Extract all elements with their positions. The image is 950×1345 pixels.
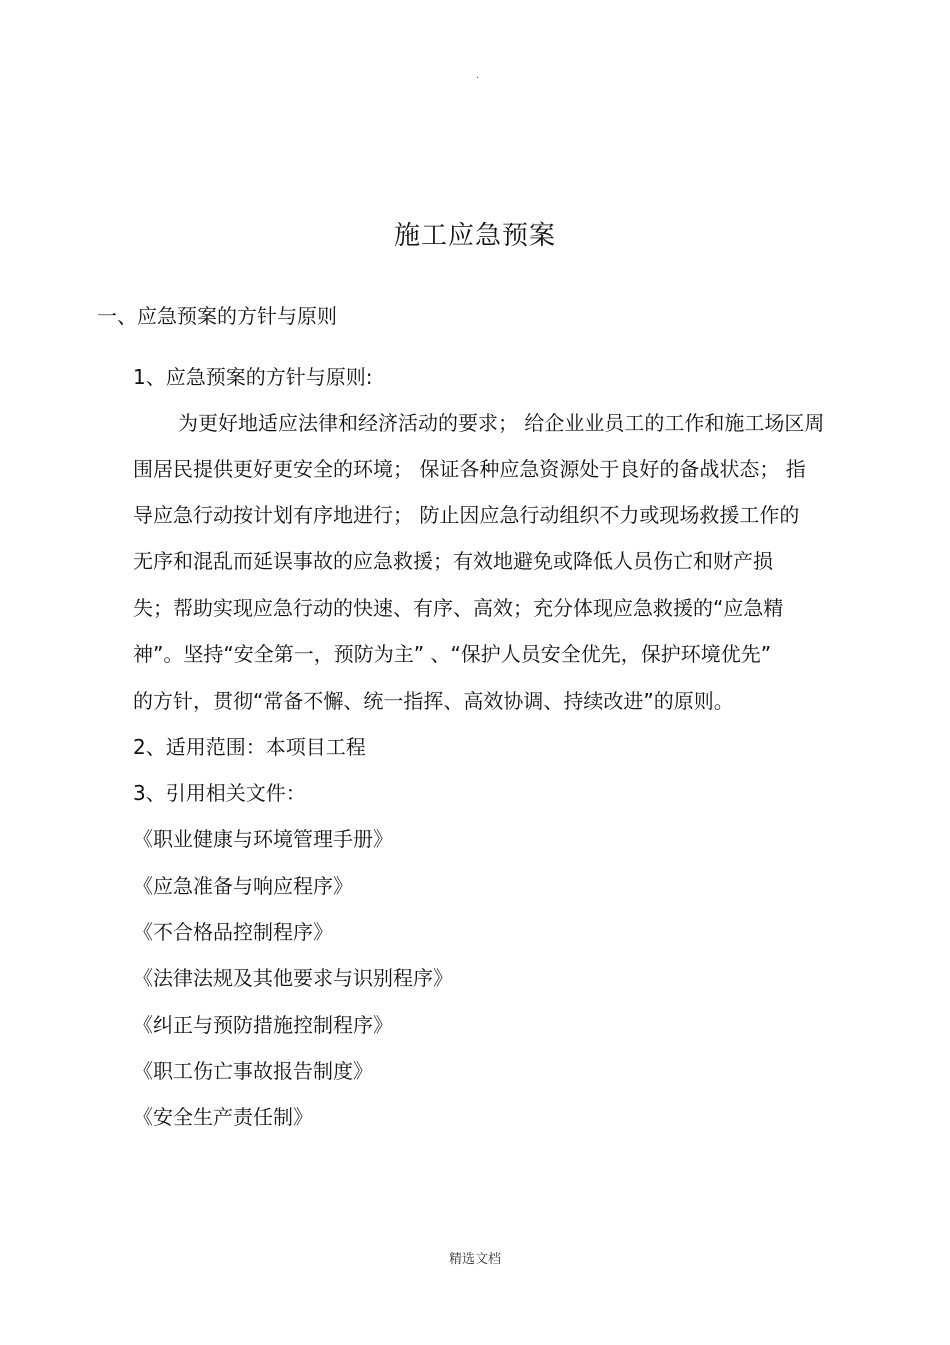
paragraph-line: 的方针，贯彻“常备不懈、统一指挥、高效协调、持续改进”的原则。 [133,689,734,713]
document-item: 《应急准备与响应程序》 [133,874,353,898]
page-footer: 精选文档 [448,1252,501,1267]
section-heading: 一、应急预案的方针与原则 [97,304,337,328]
document-item: 《安全生产责任制》 [133,1105,313,1129]
page-title: 施工应急预案 [393,221,556,251]
document-item: 《法律法规及其他要求与识别程序》 [133,966,453,990]
document-item: 《职工伤亡事故报告制度》 [133,1059,373,1083]
document-item: 《职业健康与环境管理手册》 [133,827,393,851]
document-item: 《不合格品控制程序》 [133,920,333,944]
paragraph-line: 为更好地适应法律和经济活动的要求； 给企业业员工的工作和施工场区周 [178,411,825,435]
paragraph-line: 失；帮助实现应急行动的快速、有序、高效；充分体现应急救援的“应急精 [133,596,784,620]
item2-scope: 2、适用范围：本项目工程 [133,735,366,759]
document-item: 《纠正与预防措施控制程序》 [133,1013,393,1037]
paragraph-line: 神”。坚持“安全第一，预防为主” 、“保护人员安全优先，保护环境优先” [133,642,772,666]
header-mark: . [476,70,480,81]
item3-heading: 3、引用相关文件： [133,781,306,805]
paragraph-line: 导应急行动按计划有序地进行； 防止因应急行动组织不力或现场救援工作的 [133,503,800,527]
paragraph-line: 无序和混乱而延误事故的应急救援；有效地避免或降低人员伤亡和财产损 [133,549,773,573]
item1-heading: 1、应急预案的方针与原则: [133,365,373,389]
paragraph-line: 围居民提供更好更安全的环境； 保证各种应急资源处于良好的备战状态； 指 [133,457,806,481]
